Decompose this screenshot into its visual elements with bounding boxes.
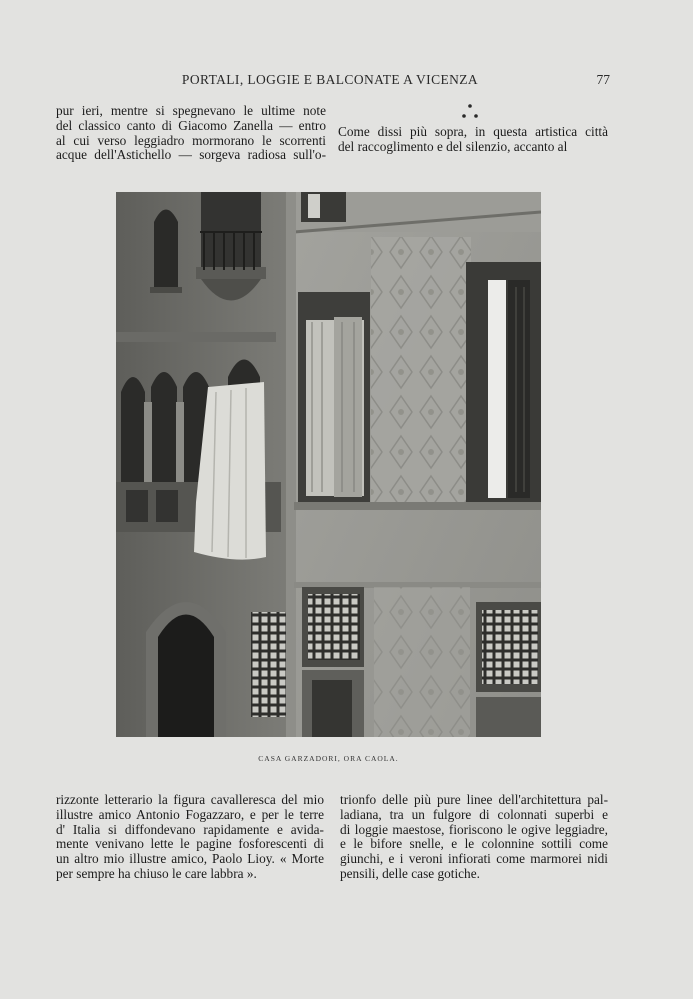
text-line: un altro mio illustre amico, Paolo Lioy. « Morte [56,851,324,867]
text-line: pensili, delle case gotiche. [340,865,480,881]
text-line: e le bifore snelle, e le colonnine sottili come [340,836,608,852]
text-line: per sempre ha chiuso le care labbra ». [56,865,257,881]
text-line: d' Italia si diffondevano rapidamente e avida- [56,821,324,837]
text-line: al cui verso leggiadro mormorano le scorrenti [56,132,326,148]
text-line: del classico canto di Giacomo Zanella — entro [56,117,326,133]
text-line: giunchi, e i veroni infiorati come marmorei nidi [340,851,608,867]
text-line: trionfo delle più pure linee dell'architettura pal- [340,792,608,807]
text-column-top-left [56,104,326,163]
text-line: mente venivano lette le pagine fosforescenti di [56,836,324,852]
text-line: pur ieri, mentre si spegnevano le ultime note [56,103,326,118]
text-line: di loggie maestose, fioriscono le ogive leggiadre, [340,821,608,837]
page-header-title: PORTALI, LOGGIE E BALCONATE A VICENZA [181,72,479,87]
text-column-top-right [338,125,608,155]
text-line: rizzonte letterario la figura cavalleresca del mio [56,792,324,807]
building-facade-photo [116,192,541,737]
text-line: acque dell'Astichello — sorgeva radiosa sull'o- [56,147,326,163]
text-column-bottom-left [56,793,324,882]
text-line: Come dissi più sopra, in questa artistica città [338,124,608,139]
page-number: 77 [596,72,610,87]
text-line: illustre amico Antonio Fogazzaro, e per le terre [56,806,324,822]
asterism-icon [450,100,490,122]
text-column-bottom-right [340,793,608,882]
text-line: ladiana, tra un fulgore di colonnati superbi e [340,806,608,822]
figure-caption: CASA GARZADORI, ORA CAOLA. [258,754,399,763]
text-line: del raccoglimento e del silenzio, accanto al [338,138,568,154]
